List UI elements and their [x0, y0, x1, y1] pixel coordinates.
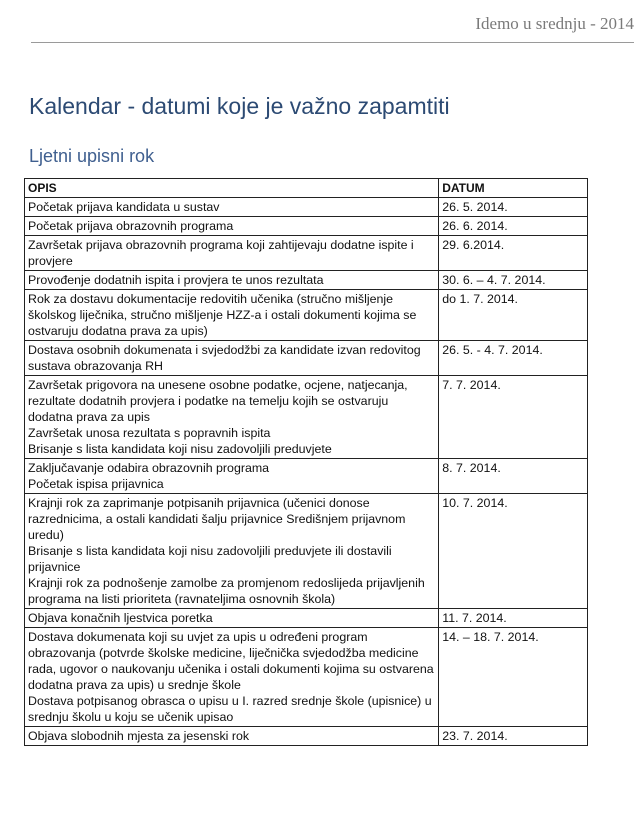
cell-datum: 26. 5. 2014. [439, 198, 588, 217]
table-row [25, 376, 588, 459]
table-row [25, 236, 588, 271]
header-rule [31, 42, 634, 43]
cell-opis [25, 271, 439, 290]
opis-line: Objava konačnih ljestvica poretka [28, 611, 213, 625]
opis-line: Krajnji rok za zaprimanje potpisanih prijavnica (učenici donose razrednicima, a ostali kandidati šalju prijavnice Središnjem prijavnom uredu) [28, 496, 406, 542]
opis-line: Krajnji rok za podnošenje zamolbe za promjenom redoslijeda prijavljenih programa na listi prioriteta (ravnateljima osnovnih škola) [28, 576, 425, 606]
table-row [25, 290, 588, 341]
opis-line: Završetak prigovora na unesene osobne podatke, ocjene, natjecanja, rezultate dodatnih provjera i podatke na temelju kojih se ostvaruju dodatna prava za upis [28, 378, 408, 424]
opis-line: Početak prijava obrazovnih programa [28, 219, 234, 233]
cell-opis [25, 609, 439, 628]
table-body [25, 198, 588, 746]
table-row [25, 459, 588, 494]
cell-opis [25, 341, 439, 376]
cell-datum: 10. 7. 2014. [439, 494, 588, 609]
cell-opis [25, 628, 439, 727]
table-row [25, 609, 588, 628]
cell-opis [25, 217, 439, 236]
cell-datum: do 1. 7. 2014. [439, 290, 588, 341]
column-header-opis: OPIS [25, 179, 439, 198]
opis-line: Zaključavanje odabira obrazovnih programa [28, 461, 270, 475]
cell-datum: 11. 7. 2014. [439, 609, 588, 628]
opis-line: Provođenje dodatnih ispita i provjera te unos rezultata [28, 273, 324, 287]
cell-opis [25, 198, 439, 217]
cell-datum: 26. 5. - 4. 7. 2014. [439, 341, 588, 376]
cell-datum: 29. 6.2014. [439, 236, 588, 271]
table-row [25, 198, 588, 217]
table-row [25, 628, 588, 727]
cell-datum: 8. 7. 2014. [439, 459, 588, 494]
cell-opis [25, 494, 439, 609]
opis-line: Početak ispisa prijavnica [28, 477, 164, 491]
table-row [25, 341, 588, 376]
cell-opis [25, 376, 439, 459]
running-header: Idemo u srednju - 2014 [475, 14, 634, 33]
page-title: Kalendar - datumi koje je važno zapamtiti [29, 93, 450, 119]
table-row [25, 727, 588, 746]
table-header-row [25, 179, 588, 198]
opis-line: Dostava dokumenata koji su uvjet za upis u određeni program obrazovanja (potvrde školske medicine, liječnička svjedodžba medicine rada, ugovor o naukovanju učenika i ostali dokumenti kojima su ostvarena dodatna prava za upis) u srednje škole [28, 630, 434, 692]
cell-datum: 30. 6. – 4. 7. 2014. [439, 271, 588, 290]
opis-line: Dostava potpisanog obrasca o upisu u I. razred srednje škole (upisnice) u srednju školu u koju se učenik upisao [28, 694, 432, 724]
opis-line: Brisanje s lista kandidata koji nisu zadovoljili preduvjete ili dostavili prijavnice [28, 544, 392, 574]
cell-opis [25, 459, 439, 494]
schedule-table [24, 178, 588, 746]
table-row [25, 217, 588, 236]
opis-line: Objava slobodnih mjesta za jesenski rok [28, 729, 250, 743]
opis-line: Rok za dostavu dokumentacije redovitih učenika (stručno mišljenje školskog liječnika, stručno mišljenje HZZ-a i ostali dokumenti kojima se ostvaruju dodatna prava za upis) [28, 292, 417, 338]
section-title: Ljetni upisni rok [29, 146, 155, 166]
cell-opis [25, 727, 439, 746]
opis-line: Brisanje s lista kandidata koji nisu zadovoljili preduvjete [28, 442, 332, 456]
cell-datum: 26. 6. 2014. [439, 217, 588, 236]
cell-datum: 7. 7. 2014. [439, 376, 588, 459]
opis-line: Završetak prijava obrazovnih programa koji zahtijevaju dodatne ispite i provjere [28, 238, 414, 268]
table-row [25, 271, 588, 290]
cell-datum: 14. – 18. 7. 2014. [439, 628, 588, 727]
opis-line: Dostava osobnih dokumenata i svjedodžbi za kandidate izvan redovitog sustava obrazovanja RH [28, 343, 421, 373]
table-row [25, 494, 588, 609]
cell-opis [25, 236, 439, 271]
opis-line: Početak prijava kandidata u sustav [28, 200, 220, 214]
cell-datum: 23. 7. 2014. [439, 727, 588, 746]
cell-opis [25, 290, 439, 341]
opis-line: Završetak unosa rezultata s popravnih ispita [28, 426, 271, 440]
column-header-datum: DATUM [439, 179, 588, 198]
